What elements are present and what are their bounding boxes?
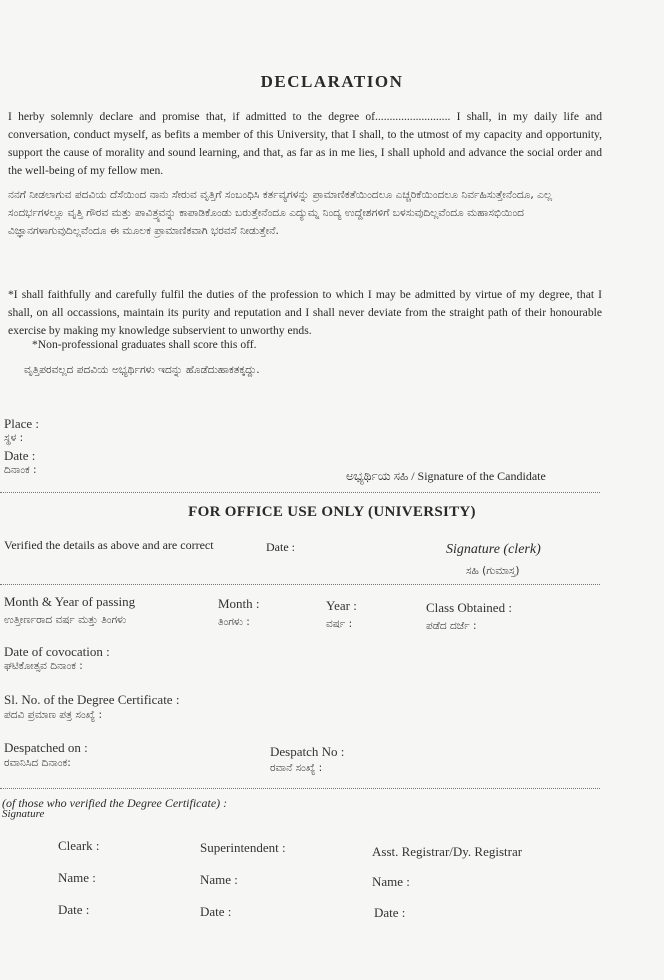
passing-label: Month & Year of passing xyxy=(4,594,136,609)
certificate-number-label: Sl. No. of the Degree Certificate : xyxy=(4,692,180,707)
verified-label: Verified the details as above and are correct xyxy=(4,538,214,552)
declaration-paragraph-kannada: ನನಗೆ ನೀಡಲಾಗುವ ಪದವಿಯ ದೆಸೆಯಿಂದ ನಾನು ಸೇರುವ ವೃತ್ತಿಗೆ ಸಂಬಂಧಿಸಿ ಕರ್ತವ್ಯಗಳನ್ನು ಪ್ರಾಮಾಣಿಕತೆಯಿಂದಲೂ ಎಚ್ಚರಿಕೆಯಿಂದಲೂ ನಿರ್ವಹಿಸುತ್ತೇನೆಂದೂ, ಎಲ್ಲ ಸಂದರ್ಭಗಳಲ್ಲೂ ವೃತ್ತಿ ಗೌರವ ಮತ್ತು ಪಾವಿತ್ರ್ಯವನ್ನು ಕಾಪಾಡಿಕೊಂಡು ಬರುತ್ತೇನೆಂದೂ ಎದ್ಯುಮ್ನ ನಿಂದ್ಯ ಉದ್ದೇಶಗಳಿಗೆ ಬಳಸುವುದಿಲ್ಲವೆಂದೂ ಮಹಾಸಭಿಯಿಂದ ವಿಜ್ಞಾನಗಳಾಗುವುದಿಲ್ಲವೆಂದೂ ಈ ಮೂಲಕ ಪ್ರಾಮಾಣಿಕವಾಗಿ ಭರವಸೆ ನೀಡುತ್ತೇನೆ. xyxy=(8,189,553,237)
year-label: Year : xyxy=(326,598,357,613)
superintendent-label: Superintendent : xyxy=(200,840,286,855)
superintendent-name-label: Name : xyxy=(200,872,238,887)
class-obtained-kannada: ಪಡೆದ ದರ್ಜೆ : xyxy=(426,620,477,632)
divider xyxy=(0,584,600,585)
page-title: DECLARATION xyxy=(260,72,404,91)
year-label-kannada: ವರ್ಷ : xyxy=(326,618,353,630)
certificate-number-kannada: ಪದವಿ ಪ್ರಮಾಣ ಪತ್ರ ಸಂಖ್ಯೆ : xyxy=(4,709,102,721)
date-label: Date : xyxy=(4,448,36,463)
month-label-kannada: ತಿಂಗಳು : xyxy=(218,616,250,628)
clerk-label: Cleark : xyxy=(58,838,100,853)
class-obtained-label: Class Obtained : xyxy=(426,600,512,615)
date-label-kannada: ದಿನಾಂಕ : xyxy=(4,464,37,476)
clerk-name-label: Name : xyxy=(58,870,96,885)
despatched-label-kannada: ರವಾನಿಸಿದ ದಿನಾಂಕ: xyxy=(4,757,71,769)
month-label: Month : xyxy=(218,596,260,611)
declaration-paragraph: I herby solemnly declare and promise that, if admitted to the degree of.......................... I shall, in my daily life and conversation, conduct myself, as befits a member of this University, that I shall, to the utmost of my capacity and opportunity, support the cause of morality and sound learning, and that, as far as in me lies, I shall uphold and advance the social order and the well-being of my fellow men. xyxy=(8,110,602,177)
divider xyxy=(0,492,600,493)
profession-paragraph: *I shall faithfully and carefully fulfil the duties of the profession to which I may be admitted by virtue of my degree, that I shall, on all occassions, maintain its purity and reputation and I shall never deviate from the straight path of their honourable exercise by making my knowledge subservient to unworthy ends. xyxy=(8,288,602,337)
office-use-heading: FOR OFFICE USE ONLY (UNIVERSITY) xyxy=(188,504,476,520)
clerk-date-label: Date : xyxy=(58,902,90,917)
verifier-note: (of those who verified the Degree Certificate) : xyxy=(2,796,228,810)
verifier-signature-label: Signature xyxy=(2,808,45,820)
convocation-label: Date of covocation : xyxy=(4,644,110,659)
signature-clerk-label: Signature (clerk) xyxy=(446,542,541,557)
superintendent-date-label: Date : xyxy=(200,904,232,919)
non-professional-note-kannada: ವೃತ್ತಿಪರವಲ್ಲದ ಪದವಿಯ ಅಭ್ಯರ್ಥಿಗಳು ಇದನ್ನು ಹೊಡೆದುಹಾಕತಕ್ಕದ್ದು. xyxy=(24,364,260,376)
candidate-signature-label: ಅಭ್ಯರ್ಥಿಯ ಸಹಿ / Signature of the Candidate xyxy=(346,469,546,483)
despatch-number-label: Despatch No : xyxy=(270,744,345,759)
passing-label-kannada: ಉತ್ತೀರ್ಣರಾದ ವರ್ಷ ಮತ್ತು ತಿಂಗಳು xyxy=(4,614,127,626)
despatched-label: Despatched on : xyxy=(4,740,88,755)
registrar-label: Asst. Registrar/Dy. Registrar xyxy=(372,844,523,859)
place-label-kannada: ಸ್ಥಳ : xyxy=(4,432,24,444)
signature-clerk-kannada: ಸಹಿ (ಗುಮಾಸ್ತ) xyxy=(466,565,520,577)
registrar-date-label: Date : xyxy=(374,905,406,920)
place-label: Place : xyxy=(4,416,40,431)
registrar-name-label: Name : xyxy=(372,874,410,889)
convocation-label-kannada: ಘಟಿಕೋತ್ಸವ ದಿನಾಂಕ : xyxy=(4,660,83,672)
non-professional-note: *Non-professional graduates shall score this off. xyxy=(32,338,257,351)
divider xyxy=(0,788,600,789)
despatch-number-kannada: ರವಾನೆ ಸಂಖ್ಯೆ : xyxy=(270,762,323,774)
verified-date-label: Date : xyxy=(266,540,295,554)
